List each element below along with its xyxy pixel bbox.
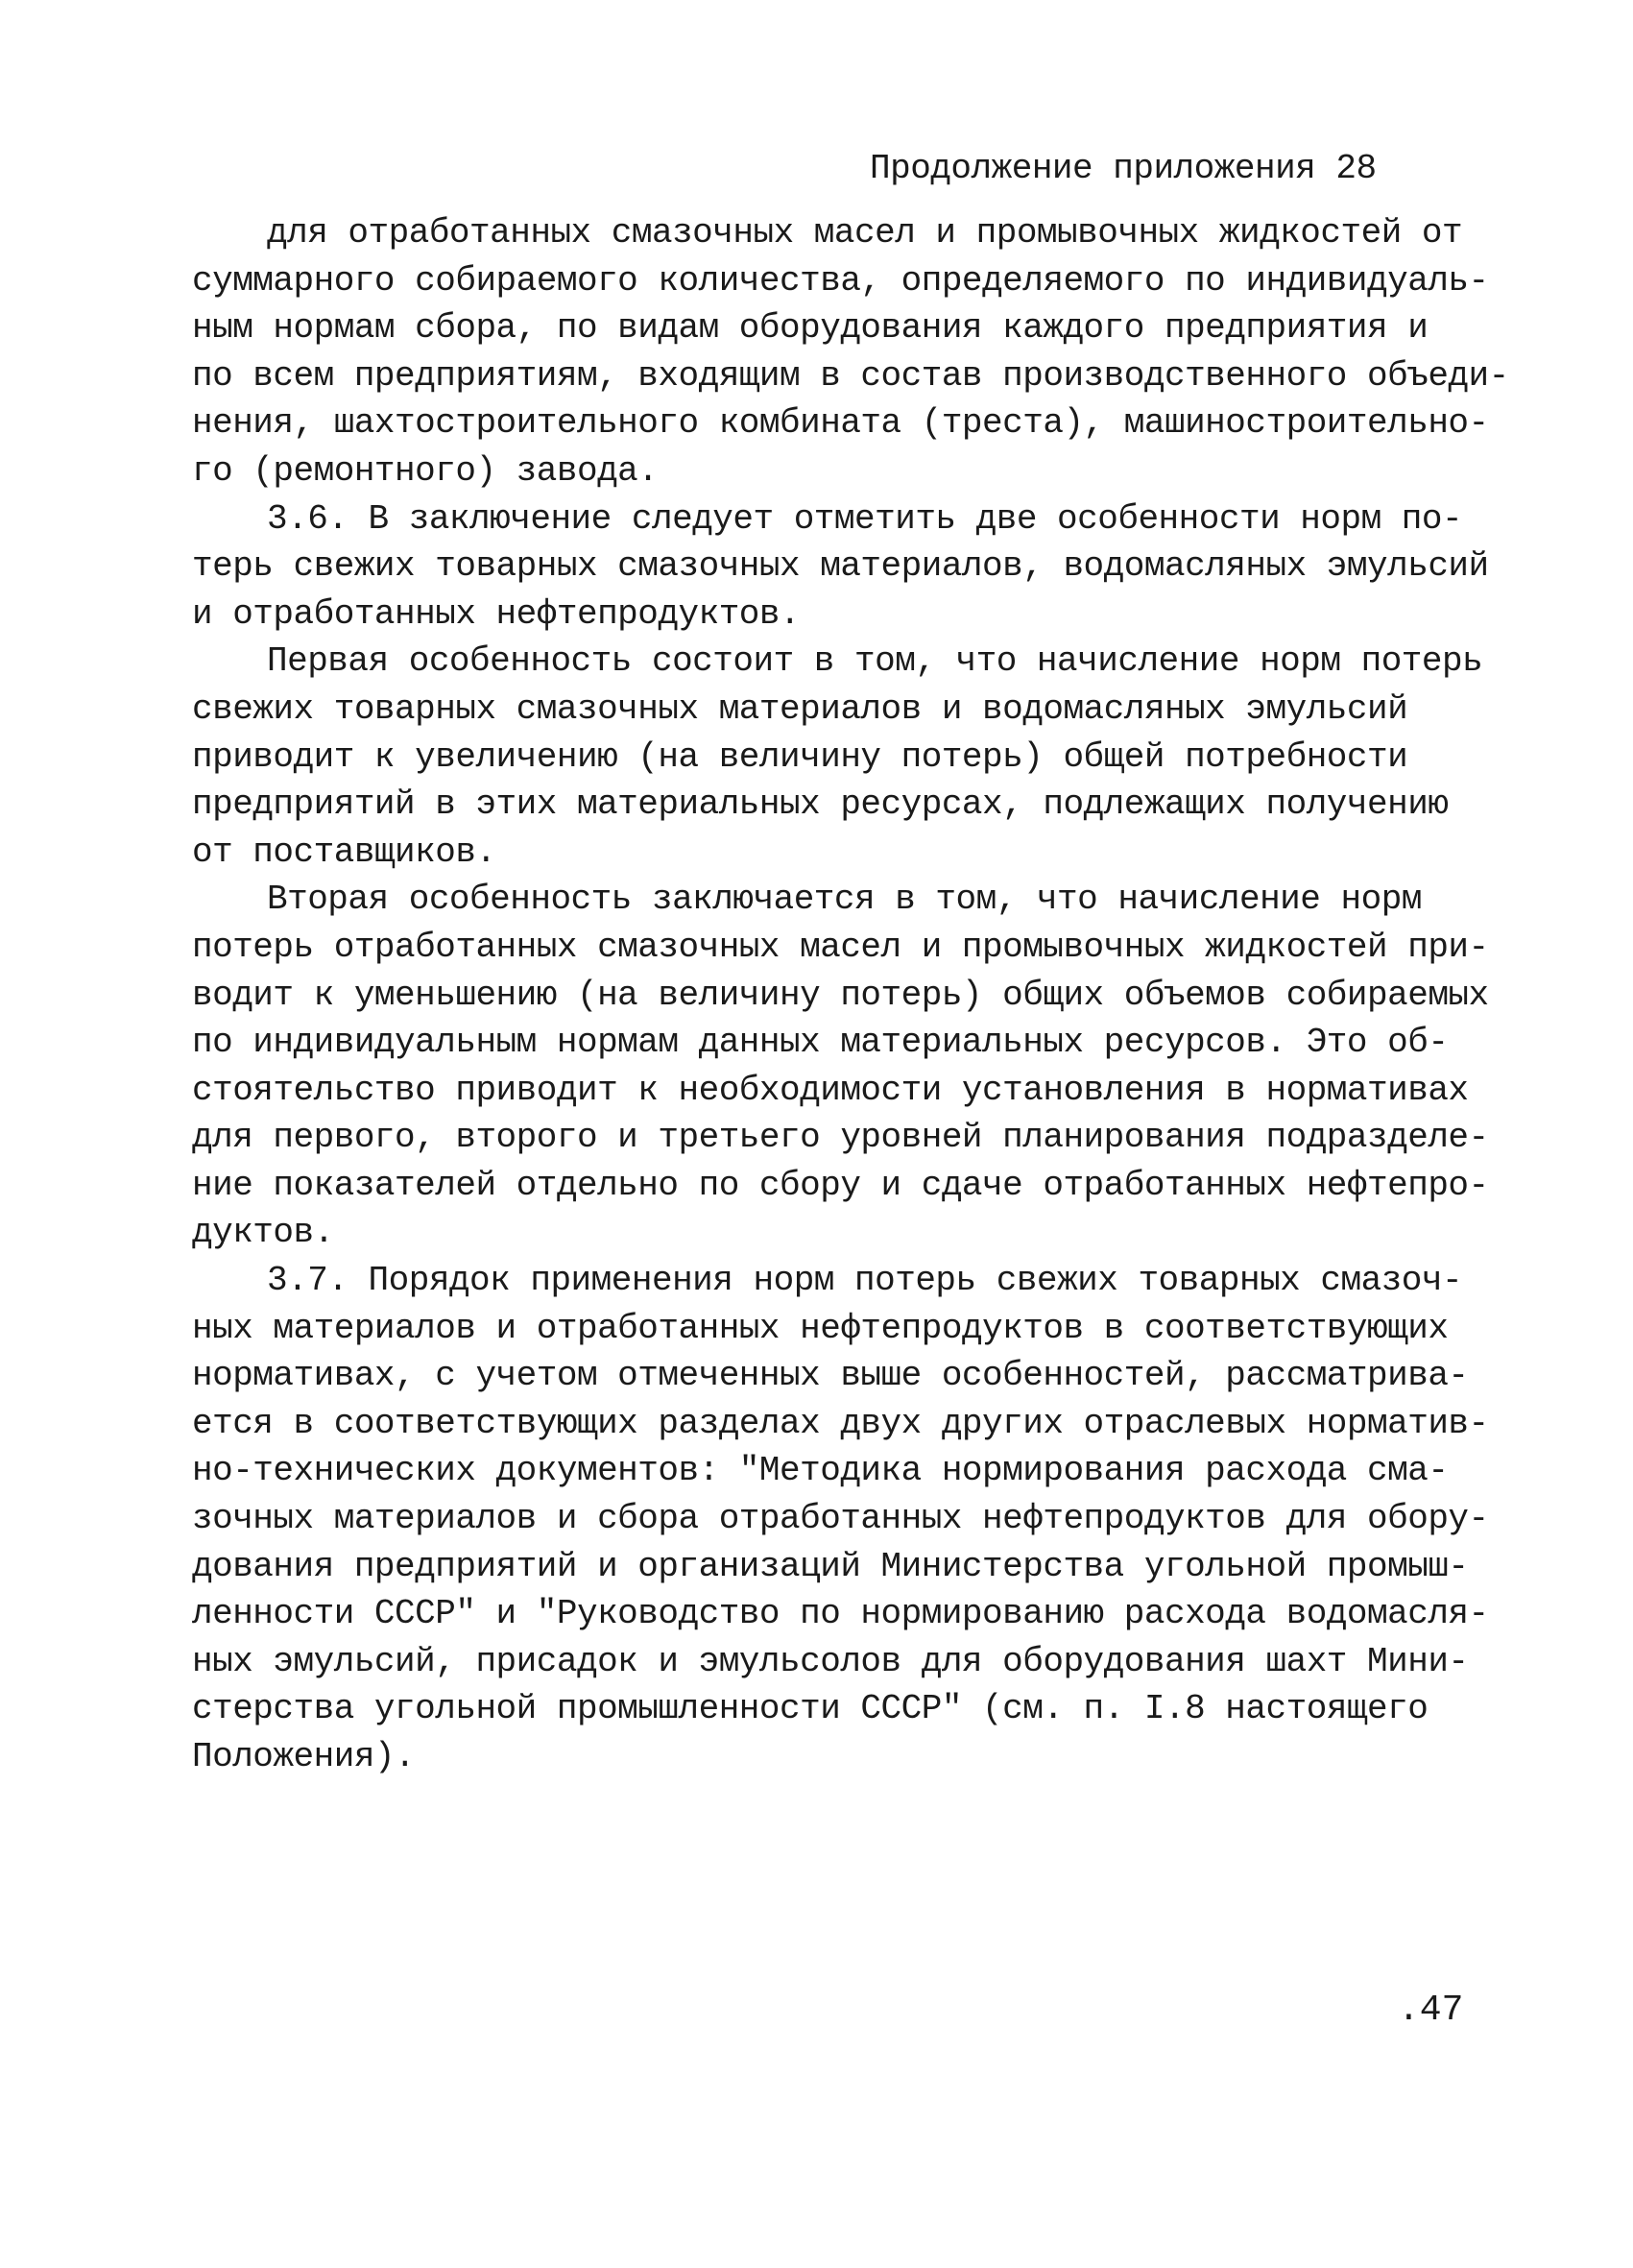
text-line: приводит к увеличению (на величину потерь) общей потребности bbox=[192, 736, 1408, 777]
text-line: для первого, второго и третьего уровней планирования подразделе- bbox=[192, 1118, 1489, 1158]
text-line: по индивидуальным нормам данных материальных ресурсов. Это об- bbox=[192, 1023, 1449, 1063]
body-text bbox=[192, 209, 1509, 1781]
text-line: предприятий в этих материальных ресурсах, подлежащих получению bbox=[192, 784, 1449, 825]
text-line: водит к уменьшению (на величину потерь) общих объемов собираемых bbox=[192, 975, 1489, 1015]
text-line: дуктов. bbox=[192, 1213, 334, 1253]
text-line: 3.7. Порядок применения норм потерь свежих товарных смазоч- bbox=[267, 1261, 1463, 1301]
text-line: по всем предприятиям, входящим в состав производственного объеди- bbox=[192, 355, 1509, 396]
text-line: дования предприятий и организаций Министерства угольной промыш- bbox=[192, 1546, 1469, 1586]
text-line: зочных материалов и сбора отработанных нефтепродуктов для обору- bbox=[192, 1499, 1489, 1539]
text-line: ным нормам сбора, по видам оборудования каждого предприятия и bbox=[192, 308, 1429, 349]
text-line: ных эмульсий, присадок и эмульсолов для оборудования шахт Мини- bbox=[192, 1641, 1469, 1681]
text-line: Положения). bbox=[192, 1737, 416, 1776]
text-line: ленности СССР" и "Руководство по нормированию расхода водомасля- bbox=[192, 1594, 1489, 1634]
text-line: ных материалов и отработанных нефтепродуктов в соответствующих bbox=[192, 1308, 1449, 1348]
page-number: .47 bbox=[1398, 1990, 1464, 2031]
text-line: от поставщиков. bbox=[192, 832, 496, 872]
text-line: Первая особенность состоит в том, что начисление норм потерь bbox=[267, 641, 1483, 682]
text-line: Вторая особенность заключается в том, что начисление норм bbox=[267, 880, 1422, 920]
text-line: но-технических документов: "Методика нормирования расхода сма- bbox=[192, 1451, 1449, 1491]
text-line: суммарного собираемого количества, определяемого по индивидуаль- bbox=[192, 260, 1489, 301]
text-line: потерь отработанных смазочных масел и промывочных жидкостей при- bbox=[192, 927, 1489, 967]
text-line: и отработанных нефтепродуктов. bbox=[192, 593, 801, 634]
text-line: го (ремонтного) завода. bbox=[192, 450, 659, 491]
text-line: ние показателей отдельно по сбору и сдаче отработанных нефтепро- bbox=[192, 1165, 1489, 1205]
text-line: свежих товарных смазочных материалов и водомасляных эмульсий bbox=[192, 688, 1408, 729]
text-line: нения, шахтостроительного комбината (треста), машиностроительно- bbox=[192, 403, 1489, 444]
text-line: нормативах, с учетом отмеченных выше особенностей, рассматрива- bbox=[192, 1356, 1469, 1396]
text-line: 3.6. В заключение следует отметить две особенности норм по- bbox=[267, 498, 1463, 539]
text-line: ется в соответствующих разделах двух других отраслевых норматив- bbox=[192, 1403, 1489, 1443]
text-line: терь свежих товарных смазочных материалов, водомасляных эмульсий bbox=[192, 546, 1489, 587]
text-line: стерства угольной промышленности СССР" (см. п. I.8 настоящего bbox=[192, 1689, 1429, 1729]
text-line: стоятельство приводит к необходимости установления в нормативах bbox=[192, 1070, 1469, 1110]
page-header: Продолжение приложения 28 bbox=[870, 149, 1377, 188]
text-line: для отработанных смазочных масел и промывочных жидкостей от bbox=[267, 213, 1463, 253]
